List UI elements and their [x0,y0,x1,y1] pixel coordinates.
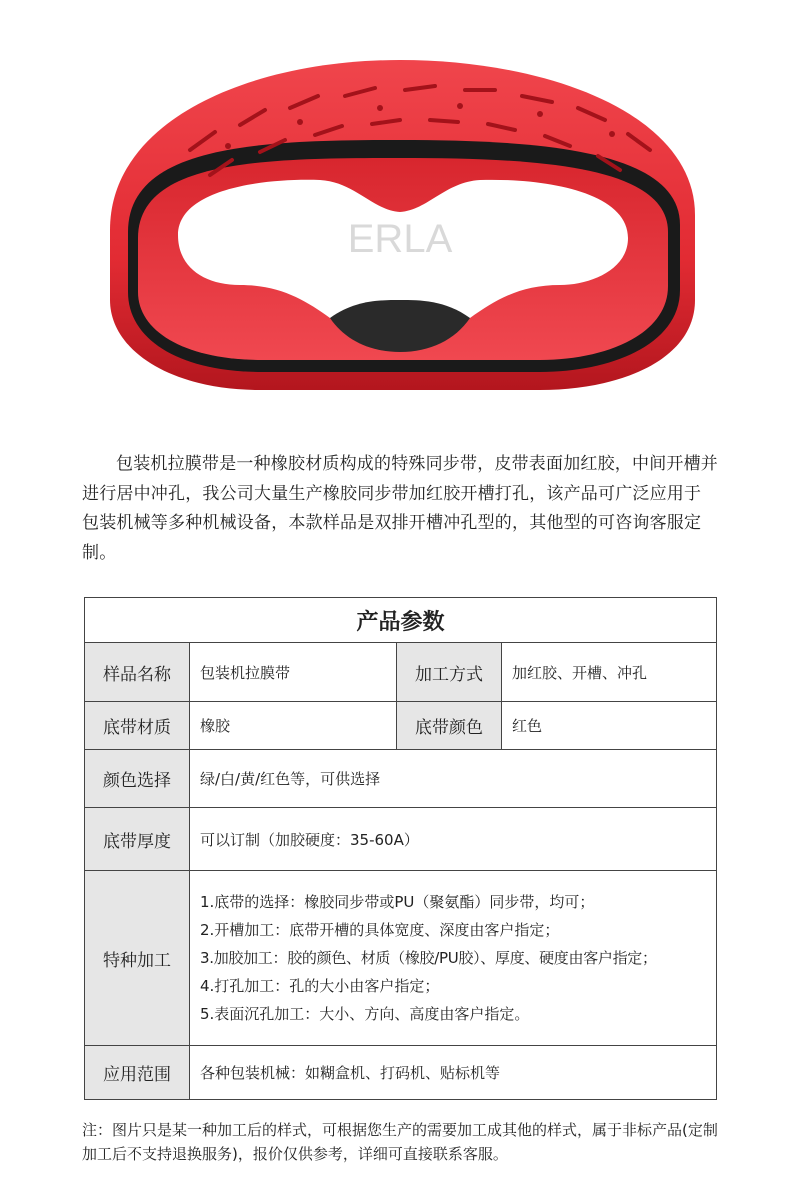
special-processing-list [190,888,716,1028]
belt-product-photo-icon [0,0,800,430]
params-table [84,597,717,1100]
row-value: 包装机拉膜带 [190,643,397,702]
product-image [0,0,800,430]
row-value: 各种包装机械：如糊盒机、打码机、贴标机等 [190,1046,717,1100]
list-item: 5.表面沉孔加工：大小、方向、高度由客户指定。 [200,1005,530,1023]
row-label: 样品名称 [85,643,190,702]
table-row [85,1046,717,1100]
row-value: 橡胶 [190,702,397,750]
row-label: 底带材质 [85,702,190,750]
row-label: 底带颜色 [397,702,502,750]
row-label: 应用范围 [85,1046,190,1100]
row-value [190,871,717,1046]
row-value: 加红胶、开槽、冲孔 [502,643,717,702]
row-label: 颜色选择 [85,750,190,808]
row-value: 绿/白/黄/红色等，可供选择 [190,750,717,808]
list-item: 1.底带的选择：橡胶同步带或PU（聚氨酯）同步带，均可； [200,893,595,911]
table-row [85,702,717,750]
row-label: 特种加工 [85,871,190,1046]
row-label: 底带厚度 [85,808,190,871]
table-row [85,750,717,808]
list-item: 3.加胶加工：胶的颜色、材质（橡胶/PU胶）、厚度、硬度由客户指定； [200,949,657,967]
table-title: 产品参数 [85,598,717,643]
table-row [85,643,717,702]
row-value: 红色 [502,702,717,750]
intro-paragraph: 包装机拉膜带是一种橡胶材质构成的特殊同步带，皮带表面加红胶，中间开槽并进行居中冲孔，我公司大量生产橡胶同步带加红胶开槽打孔，该产品可广泛应用于包装机械等多种机械设备，本款样品是双排开槽冲孔型的，其他型的可咨询客服定制。 [82,454,718,563]
disclaimer-note: 注：图片只是某一种加工后的样式，可根据您生产的需要加工成其他的样式，属于非标产品(定制加工后不支持退换服务)，报价仅供参考，详细可直接联系客服。 [82,1121,718,1163]
row-label: 加工方式 [397,643,502,702]
table-row [85,808,717,871]
list-item: 4.打孔加工：孔的大小由客户指定； [200,977,440,995]
list-item: 2.开槽加工：底带开槽的具体宽度、深度由客户指定； [200,921,560,939]
watermark-text: ERLA [347,217,453,261]
table-row [85,871,717,1046]
row-value: 可以订制（加胶硬度：35-60A） [190,808,717,871]
